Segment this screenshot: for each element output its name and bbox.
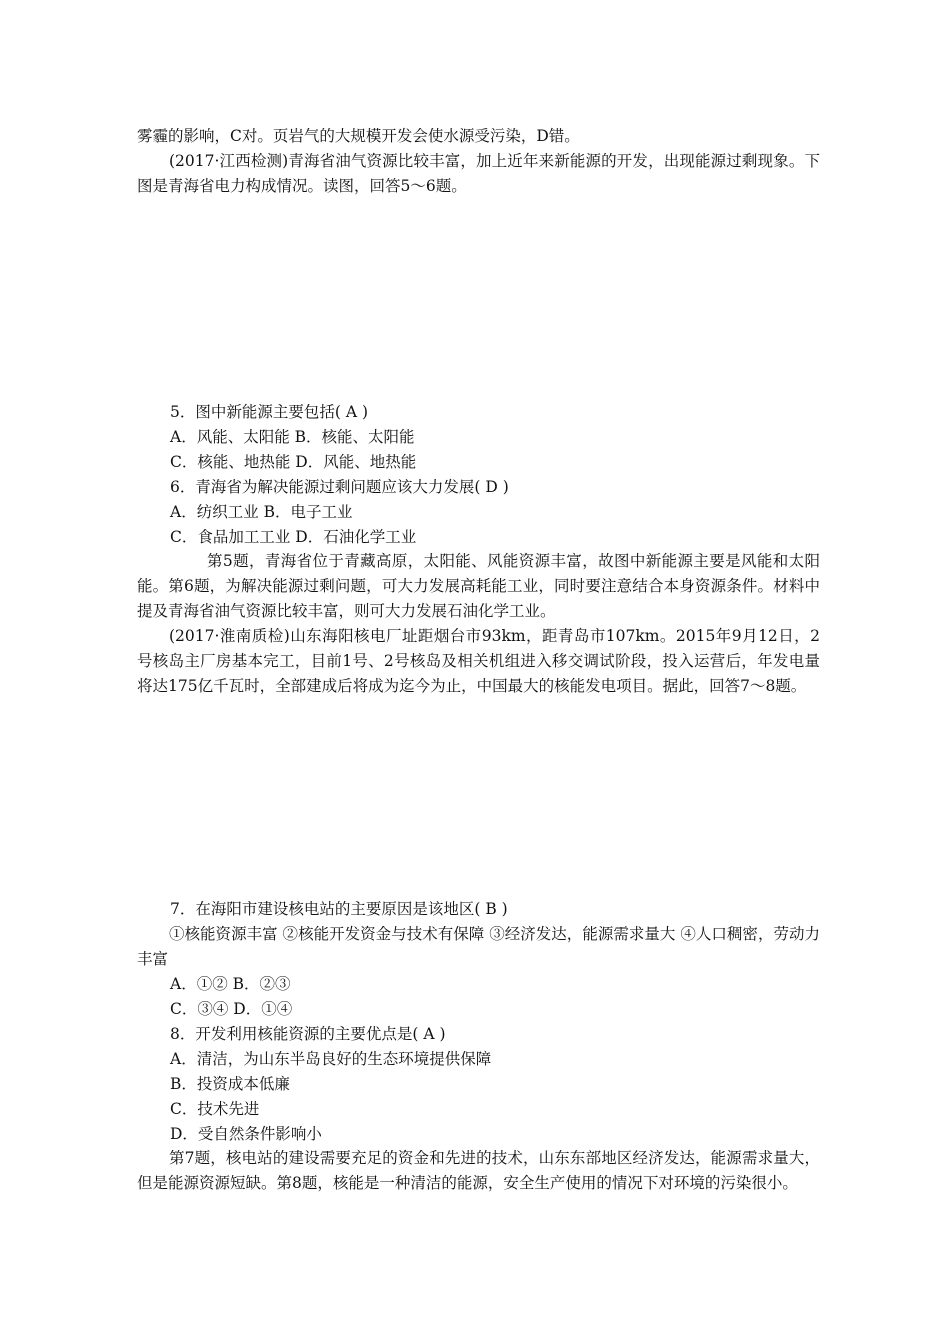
question-7-stem: 7．在海阳市建设核电站的主要原因是该地区( B ) [170, 900, 508, 918]
explanation-5-6: 第5题，青海省位于青藏高原，太阳能、风能资源丰富，故图中新能源主要是风能和太阳能。第6题，为解决能源过剩问题，可大力发展高耗能工业，同时要注意结合本身资源条件。材料中提及青海省油气资源比较丰富，则可大力发展石油化学工业。 [137, 552, 820, 620]
passage-qinghai: (2017·江西检测)青海省油气资源比较丰富，加上近年来新能源的开发，出现能源过剩现象。下图是青海省电力构成情况。读图，回答5～6题。 [137, 152, 820, 195]
question-7-items: ①核能资源丰富 ②核能开发资金与技术有保障 ③经济发达，能源需求量大 ④人口稠密，劳动力丰富 [137, 925, 820, 968]
question-5-options-ab: A．风能、太阳能 B．核能、太阳能 [170, 428, 415, 446]
question-6-options-cd: C．食品加工工业 D．石油化学工业 [170, 528, 417, 546]
question-8-stem: 8．开发利用核能资源的主要优点是( A ) [170, 1025, 446, 1043]
question-5-stem: 5．图中新能源主要包括( A ) [170, 403, 369, 421]
question-8-option-b: B．投资成本低廉 [170, 1075, 290, 1093]
figure-placeholder-haiyang-map [137, 725, 820, 890]
question-6-options-ab: A．纺织工业 B．电子工业 [170, 503, 353, 521]
question-7-options-cd: C．③④ D．①④ [170, 1000, 293, 1018]
explanation-7-8: 第7题，核电站的建设需要充足的资金和先进的技术，山东东部地区经济发达，能源需求量大，但是能源资源短缺。第8题，核能是一种清洁的能源，安全生产使用的情况下对环境的污染很小。 [137, 1149, 820, 1192]
intro-tail-paragraph: 雾霾的影响，C对。页岩气的大规模开发会使水源受污染，D错。 [137, 127, 580, 145]
question-5-options-cd: C．核能、地热能 D．风能、地热能 [170, 453, 417, 471]
figure-placeholder-qinghai-power [137, 205, 820, 395]
passage-haiyang: (2017·淮南质检)山东海阳核电厂址距烟台市93km，距青岛市107km。2015年9月12日，2号核岛主厂房基本完工，目前1号、2号核岛及相关机组进入移交调试阶段，投入运营后，年发电量将达175亿千瓦时，全部建成后将成为迄今为止，中国最大的核能发电项目。据此，回答7～8题。 [137, 627, 820, 695]
question-8-option-d: D．受自然条件影响小 [170, 1125, 322, 1143]
question-8-option-a: A．清洁，为山东半岛良好的生态环境提供保障 [170, 1050, 492, 1068]
question-6-stem: 6．青海省为解决能源过剩问题应该大力发展( D ) [170, 478, 509, 496]
question-8-option-c: C．技术先进 [170, 1100, 260, 1118]
question-7-options-ab: A．①② B．②③ [170, 975, 291, 993]
